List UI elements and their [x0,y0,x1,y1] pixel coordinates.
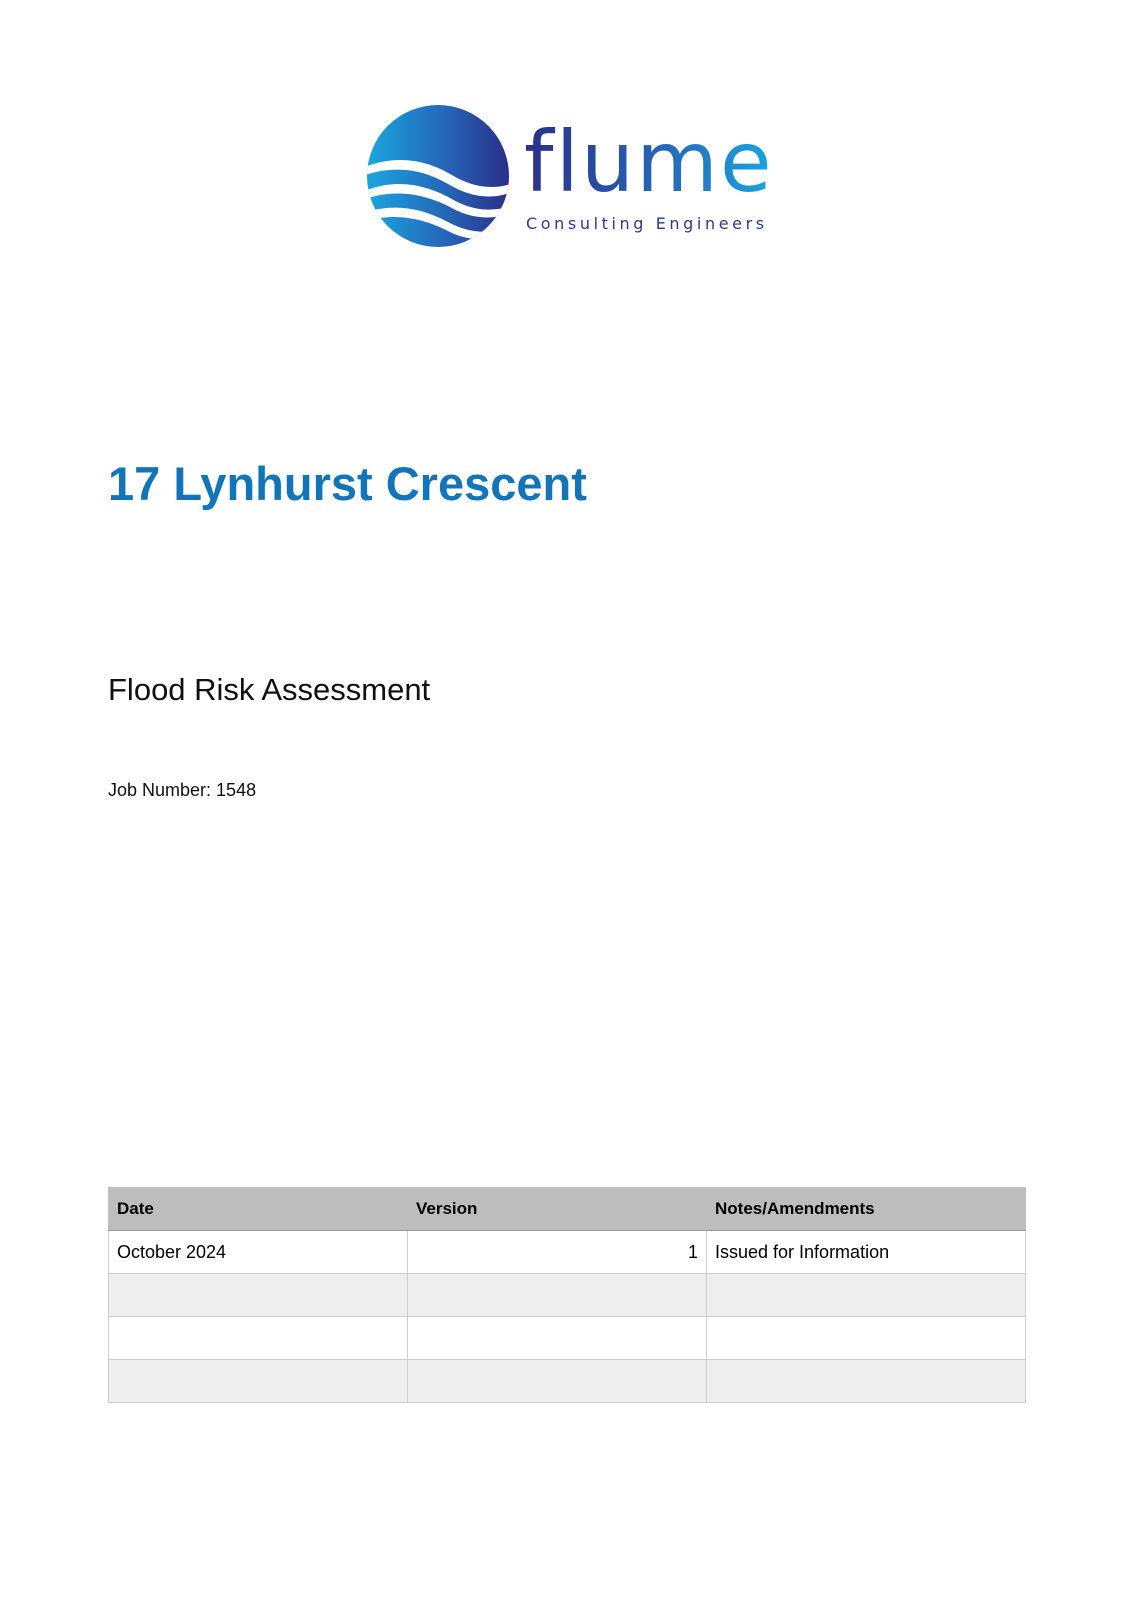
cell-date [109,1317,408,1360]
job-number: Job Number: 1548 [108,780,257,800]
cell-version [408,1317,707,1360]
document-title: 17 Lynhurst Crescent [108,457,587,510]
header-notes: Notes/Amendments [707,1188,1026,1231]
table-header-row [109,1188,1026,1231]
table-row [109,1317,1026,1360]
cell-version [408,1274,707,1317]
header-version: Version [408,1188,707,1231]
table-row [109,1274,1026,1317]
cell-date [109,1360,408,1403]
table-row [109,1360,1026,1403]
header-date: Date [109,1188,408,1231]
revision-table [108,1187,1026,1403]
cell-date: October 2024 [109,1231,408,1274]
logo-wordmark: flume [524,113,774,211]
document-subtitle: Flood Risk Assessment [108,672,431,707]
cell-date [109,1274,408,1317]
cell-notes [707,1360,1026,1403]
logo-tagline: Consulting Engineers [526,214,768,233]
table-row [109,1231,1026,1274]
wave-globe-icon [366,104,510,248]
cell-notes [707,1317,1026,1360]
cell-version [408,1360,707,1403]
company-logo [366,104,786,254]
cell-version: 1 [408,1231,707,1274]
cell-notes [707,1274,1026,1317]
cell-notes: Issued for Information [707,1231,1026,1274]
